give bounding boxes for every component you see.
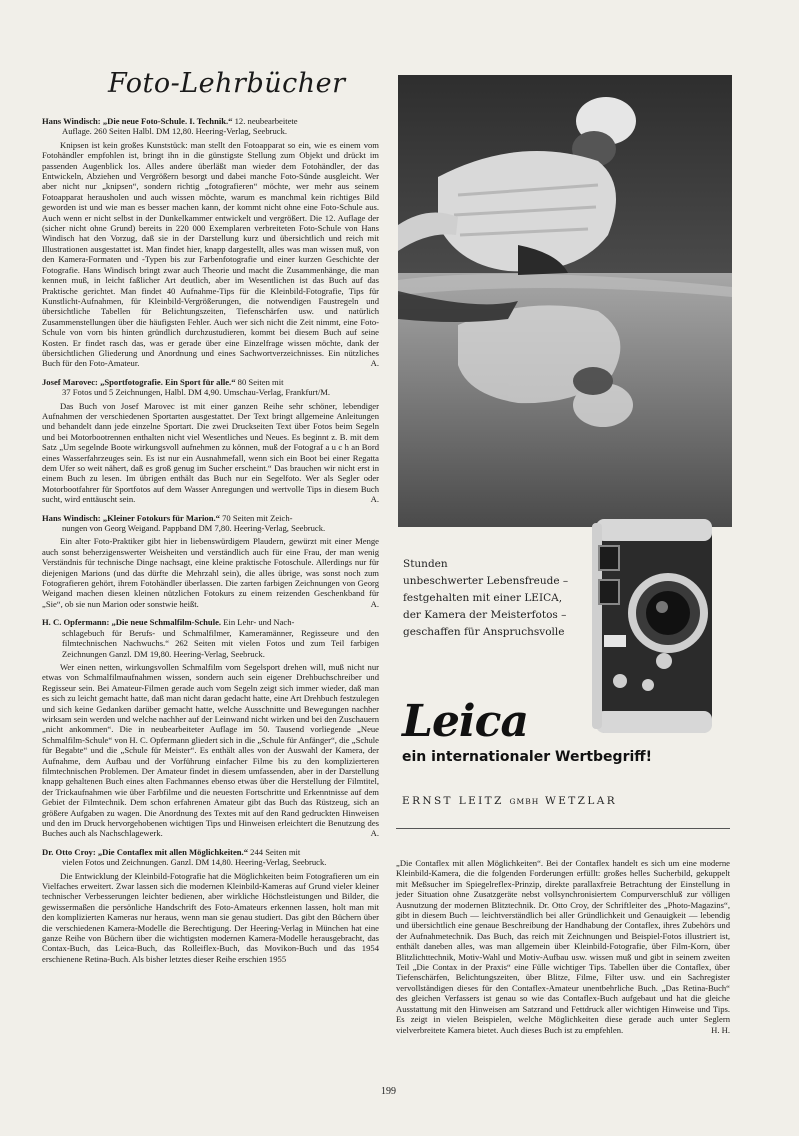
review-text: Das Buch von Josef Marovec ist mit einer ganzen Reihe sehr schöner, lebendiger Aufnahmen der verschiedenen Sportarten ausgestattet. Der Text bringt allgemeine Anleitungen und behandelt dann jede einzelne Sportart. Die zwei Druckseiten Text über Fotos beim Segeln und bei Motorbootrennen enthalten nicht viel Wesentliches und Neues. Es beginnt z. B. mit dem Satz „Um segelnde Boote wirkungsvoll aufnehmen zu können, muß der Fotograf a u c h an Bord eines Wasserfahrzeuges sein. Es ist nur ein Ausnahmefall, wenn sich ein Boot bei einer Regatta dem Ufer so weit nähert, daß es groß genug im Sucher erscheint.“ Das brauchen wir nicht erst in einem Buch zu lesen. Im übrigen enthält das Buch nur ein Segelfoto. Wer als Segler oder Motorbootfahrer für Sportfotos auf dem Wasser Anregungen und wertvolle Tips in diesem Buch sucht, wird enttäuscht sein.: [42, 400, 379, 505]
review-body: [42, 401, 379, 505]
review-title: „Kleiner Fotokurs für Marion.“: [102, 512, 220, 523]
page-number: 199: [381, 1086, 396, 1097]
review-meta-cont: Auflage. 260 Seiten Halbl. DM 12,80. Heering-Verlag, Seebruck.: [62, 126, 288, 137]
review-header: [42, 377, 379, 398]
company-name-part: ERNST LEITZ: [402, 795, 504, 807]
review-title: „Die neue Schmalfilm-Schule.: [111, 617, 222, 628]
leica-logo: Leica: [402, 696, 528, 747]
review-body: [42, 140, 379, 369]
review-title: „Die neue Foto-Schule. I. Technik.“: [102, 116, 233, 126]
review-item: [42, 513, 379, 610]
divider: [396, 828, 730, 829]
company-legal-form: GMBH: [509, 797, 540, 806]
review-signature: A.: [370, 598, 379, 609]
review-continuation: [396, 858, 730, 1035]
review-meta: 70 Seiten mit Zeich-: [222, 512, 293, 523]
review-author: Hans Windisch:: [42, 512, 101, 523]
review-body: [42, 871, 379, 965]
review-header: [42, 513, 379, 534]
camera-icon: [590, 515, 715, 737]
review-meta-cont: schlagebuch für Berufs- und Schmalfilmer, Kameramänner, Regisseure und den filmtechnischen Nachwuchs.“ 262 Seiten mit vielen Fotos und zum Teil farbigen Zeichnungen Ganzl. DM 19,80. Heering-Verlag, Seebruck.: [62, 627, 379, 659]
review-author: Hans Windisch:: [42, 116, 101, 126]
review-header: [42, 847, 379, 868]
review-title: „Die Contaflex mit allen Möglichkeiten.“: [97, 846, 248, 857]
review-meta: Ein Lehr- und Nach-: [223, 617, 295, 628]
review-item: [42, 617, 379, 839]
review-header: [42, 116, 379, 137]
review-meta: 80 Seiten mit: [237, 376, 284, 387]
review-author: Josef Marovec:: [42, 376, 98, 387]
photo-illustration: [398, 75, 732, 527]
ad-slogan: ein internationaler Wertbegriff!: [402, 749, 653, 765]
company-name: [402, 795, 617, 807]
ad-line: unbeschwerter Lebensfreude –: [403, 575, 569, 587]
leica-camera-illustration: [590, 515, 715, 737]
advertisement-copy: [403, 556, 593, 641]
review-item: [42, 847, 379, 964]
review-body: [42, 536, 379, 609]
review-signature: A.: [370, 494, 379, 505]
review-author: Dr. Otto Croy:: [42, 846, 96, 857]
review-text: Knipsen ist kein großes Kunststück: man stellt den Fotoapparat so ein, wie es einem vom Fotohändler empfohlen ist, bringt ihn in die günstigste Stellung zum Objekt und drückt im passenden Augenblick los. Alles andere überläßt man wieder dem Fotohändler, der das Entwickeln, Abziehen und Vergrößern besorgt und dabei manche Foto-Sünde ausgleicht. Wer aber nicht nur „knipsen“, sondern richtig „fotografieren“ möchte, wer mehr aus seinem Fotoapparat herausholen und auch wissen möchte, warum es manchmal kein richtiges Bild geworden ist und wie man es besser machen kann, der kommt nicht ohne eine Foto-Schule aus. Auch wenn er nicht selbst in der Dunkelkammer entwickelt und vergrößert. Die 12. Auflage der (sicher nicht ohne Grund) bereits in 220 000 Exemplaren verbreiteten Foto-Schule von Hans Windisch hat den Vorzug, daß sie in der Darstellung kurz und übersichtlich und reich mit Illustrationen ausgestattet ist. Man findet hier, knapp dargestellt, alles was man wissen muß, von den Kamera-Formaten und -Typen bis zur Farbenfotografie und einer kurzen Geschichte der Fotografie. Hans Windisch bringt zwar auch Theorie und macht die Zusammenhänge, die man kennen muß, in leicht faßlicher Art deutlich, aber im Wesentlichen ist das Buch auf das Praktische gerichtet. Man findet 40 Aufnahme-Tips für die Kleinbild-Fotografie, Tips für Kunstlicht-Aufnahmen, für Kleinbild-Vergrößerungen, die notwendigen Faustregeln und übersichtliche Tabellen für Belichtungszeiten, Tiefenschärfen usw. und natürlich Zusammenstellungen über die häufigsten Fehler. Auch wer sich nicht die Zeit nimmt, eine Foto-Schule von vorn bis hinten gründlich durchzustudieren, kommt bei diesem Buch auf seine Kosten. Er findet rasch das, was er gerade über eine Einzelfrage wissen möchte, dank der übersichtlichen Gliederung und Anordnung und eines Sachwortverzeichnisses. Ein nützliches Buch für den Foto-Amateur.: [42, 139, 379, 369]
review-author: H. C. Opfermann:: [42, 617, 110, 628]
company-city: WETZLAR: [545, 795, 618, 807]
review-text: Die Entwicklung der Kleinbild-Fotografie hat die Möglichkeiten beim Fotografieren um ein Vielfaches erweitert. Zwar lassen sich die modernen Kleinbild-Kameras auf Grund vieler kleiner technischer Verbesserungen leichter bedienen, aber wirkliche Höchstleistungen und Bilder, die gewissermaßen die persönliche Handschrift des Foto-Amateurs erkennen lassen, holt man mit den komplizierten Kameras nur heraus, wenn man sie genau studiert. Das gibt den Büchern über die verschiedenen Kamera-Modelle die Berechtigung. Der Heering-Verlag in München hat eine ganze Reihe von Büchern über die wichtigsten modernen Kamera-Modelle herausgebracht, das Contax-Buch, das Leica-Buch, das Rolleiflex-Buch, das Movikon-Buch und das 1954 erschienene Retina-Buch. Als bisher letztes dieser Reihe erschien 1955: [42, 870, 379, 964]
review-item: [42, 377, 379, 505]
review-meta-cont: vielen Fotos und Zeichnungen. Ganzl. DM 14,80. Heering-Verlag, Seebruck.: [62, 857, 327, 868]
continuation-signature: H. H.: [711, 1024, 730, 1035]
review-text: Ein alter Foto-Praktiker gibt hier in liebenswürdigem Plaudern, gewürzt mit einer Menge auch sonst beherzigenswerter Weisheiten und verständlich auch für eine Frau, der man wenig Verständnis für technische Dinge nachsagt, eine kleine praktische Fotoschule. Allerdings nur für diejenigen Marions (und das dürfte die Mehrzahl sein), die alles übrige, was sonst noch zum Fotografieren gehört, ihrem Fotohändler überlassen. Die zarten farbigen Zeichnungen von Georg Weigand machen diesen kleinen nützlichen Fotokurs zu einem reizenden Geschenkband für „Sie“, ob sie nun Marion oder sonstwie heißt.: [42, 536, 379, 609]
section-heading: Foto-Lehrbücher: [108, 68, 346, 99]
ad-line: geschaffen für Anspruchsvolle: [403, 626, 565, 638]
review-signature: A.: [370, 358, 379, 369]
review-title: „Sportfotografie. Ein Sport für alle.“: [100, 376, 236, 387]
ad-line: Stunden: [403, 558, 448, 570]
review-meta-cont: 37 Fotos und 5 Zeichnungen, Halbl. DM 4,90. Umschau-Verlag, Frankfurt/M.: [62, 387, 331, 398]
review-meta-cont: nungen von Georg Weigand. Pappband DM 7,80. Heering-Verlag, Seebruck.: [62, 523, 326, 534]
continuation-body: [396, 858, 730, 1035]
continuation-text: „Die Contaflex mit allen Möglichkeiten“. Bei der Contaflex handelt es sich um eine moderne Kleinbild-Kamera, die die folgenden Forderungen erfüllt: großes helles Sucherbild, gekuppelt mit Meßsucher im Spiegelreflex-Prinzip, direkte parallaxfreie Betrachtung der Einstellung in jeder Situation ohne Zusatzgeräte nebst vollsynchronisiertem Compurverschluß zur völligen Ausnutzung der modernen Blitztechnik. Dr. Otto Croy, der Schriftleiter des „Photo-Magazins“, gibt in diesem Buch — leichtverständlich bei aller Gründlichkeit und Genauigkeit — lebendig und übersichtlich eine genaue Beschreibung der Handhabung der Contaflex, ihres Zubehörs und der Aufnahmetechnik. Das Buch, das reich mit Zeichnungen und Beispiel-Fotos illustriert ist, enthält daneben alles, was man allgemein über Kleinbild-Fotografie, über Film-Korn, über Blitzlichttechnik, Motiv-Wahl und Motiv-Aufbau usw. wissen muß und gibt in seinem zweiten Teil „Die Contax in der Praxis“ eine Fülle wichtiger Tips. Tabellen über die Contaflex, über Tiefenschärfen, Belichtungszeiten, über Blitze, Filme, Filter usw. und ein Sachregister vervollständigen dieses für den Contaflex-Amateur unentbehrliche Buch. „Das Retina-Buch“ des gleichen Verfassers ist genau so wie das Contaflex-Buch aufgebaut und hat die gleiche Ausstattung mit den Hinweisen am Satzrand und Fettdruck aller wichtigen Hinweise und Tips. Es zeigt in vielen Beispielen, welche Möglichkeiten diese gerade auch unter Seglern vielverbreitete Kamera bietet. Auch dieses Buch ist zu empfehlen.: [396, 858, 730, 1035]
review-meta: 12. neubearbeitete: [234, 116, 298, 126]
review-text: Wer einen netten, wirkungsvollen Schmalfilm vom Segelsport drehen will, muß nicht nur etwas von Schmalfilmaufnahmen wissen, sondern auch sein eigener Drehbuchschreiber und Regisseur sein. Bei Amateur-Filmen gerade auch vom Segeln zeigt sich immer wieder, daß man es sich zu leicht gemacht hatte, daß man nicht daran gedacht hatte, eine Art Drehbuch festzulegen und sich keine Gedanken darüber gemacht hatte, welche Ausschnitte und Bewegungen nachher wirksam sein werden und welche nachher auf der Leinwand nicht wirken und bei den Zuschauern „nicht ankommen“. Die in neubearbeiteter Auflage im 50. Tausend vorliegende „Neue Schmalfilm-Schule“ von H. C. Opfermann gliedert sich in die „Schule für Anfänger“, die „Schule für Begabte“ und die „Schule für Meister“. Es enthält alles von der Auswahl der Kamera, der Aufnahme, dem Aufbau und der Vorführung einfacher Filme bis zu den komplizierteren filmtechnischen Problemen. Der Amateur findet in diesem umfassenden, aber in der Darstellung knapp gehaltenen Buch eines alten Fachmannes ebenso etwas über die Herstellung der Filmtitel, der Trickaufnahmen wie über Farbfilme und die neuesten Fortschritte und Erkenntnisse auf dem Gebiet der Filmtechnik. Dem schon erfahrenen Amateur gibt das Buch das Rüstzeug, sich an größere Aufgaben zu wagen. Die Anordnung des Textes mit auf den Rand gedruckten Hinweisen und den im Druck hervorgehobenen wichtigen Tips und Hinweisen erleichtert die Benutzung des Buches auch als Nachschlagewerk.: [42, 661, 379, 839]
review-column: [42, 116, 379, 972]
ad-line: festgehalten mit einer LEICA,: [403, 592, 563, 604]
review-header: [42, 617, 379, 659]
ad-line: der Kamera der Meisterfotos –: [403, 609, 567, 621]
review-meta: 244 Seiten mit: [250, 846, 301, 857]
skater-photo: [398, 75, 732, 527]
review-signature: A.: [370, 828, 379, 839]
review-body: [42, 662, 379, 839]
review-item: [42, 116, 379, 369]
